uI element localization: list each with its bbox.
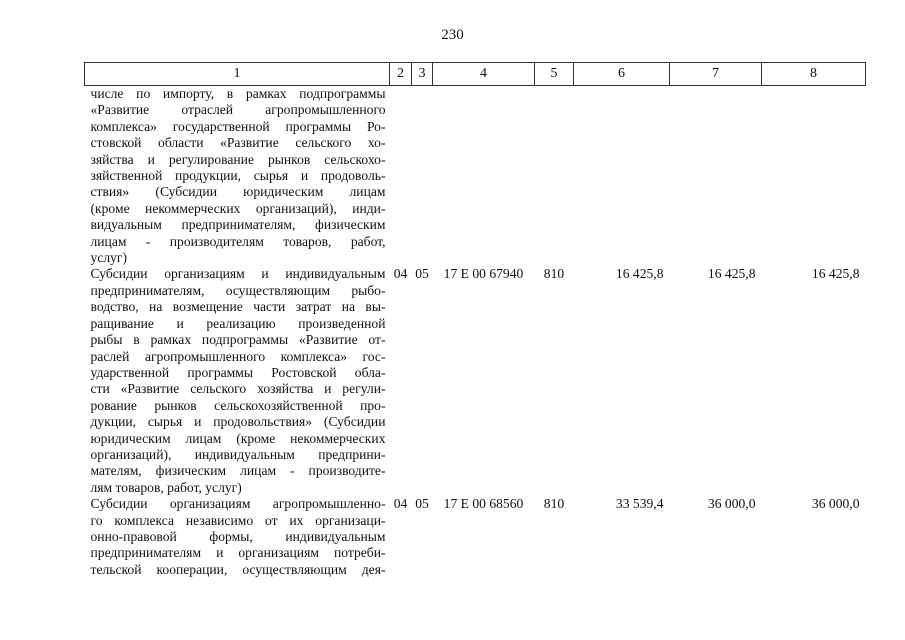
- description-line: дукции, сырья и продовольствия» (Субсидии: [90, 414, 386, 430]
- description-line: услуг): [90, 250, 128, 266]
- subsection-code: [412, 86, 433, 267]
- section-code: [390, 86, 412, 267]
- row-description: [85, 266, 390, 496]
- row-description: [85, 496, 390, 578]
- description-line: го комплекса независимо от их организаци-: [90, 512, 386, 528]
- description-line: видуальным предпринимателям, физическим: [90, 217, 386, 233]
- description-line: стовской области «Развитие сельского хо-: [90, 135, 386, 151]
- amount-year-1: 33 539,4: [615, 496, 664, 512]
- header-col-1: 1: [85, 63, 390, 86]
- description-line: онно-правовой формы, индивидуальным: [90, 528, 386, 544]
- description-line: (кроме некоммерческих организаций), инди-: [90, 200, 386, 216]
- description-line: ударственной программы Ростовской обла-: [90, 364, 386, 380]
- header-col-3: 3: [412, 63, 433, 86]
- description-line: предпринимателям и организациям потреби-: [90, 545, 386, 561]
- header-col-5: 5: [535, 63, 574, 86]
- description-line: зяйственной продукции, сырья и продоволь-: [90, 168, 386, 184]
- amount-year-2: 16 425,8: [707, 266, 756, 282]
- description-line: рыбы в рамках подпрограммы «Развитие от-: [90, 332, 386, 348]
- table-header: [85, 63, 866, 86]
- amount-year-2: [670, 86, 762, 267]
- description-line: лям товаров, работ, услуг): [90, 479, 242, 495]
- table-row: [85, 266, 866, 496]
- header-col-8: 8: [762, 63, 866, 86]
- description-line: лицам - производителям товаров, работ,: [90, 233, 386, 249]
- header-col-7: 7: [670, 63, 762, 86]
- header-col-4: 4: [433, 63, 535, 86]
- table-row: [85, 496, 866, 578]
- description-line: «Развитие отраслей агропромышленного: [90, 102, 386, 118]
- amount-year-3: [762, 86, 866, 267]
- page-number: 230: [441, 27, 464, 43]
- amount-year-2: 36 000,0: [707, 496, 756, 512]
- section-code: 04: [393, 266, 408, 282]
- amount-year-1: [574, 86, 670, 267]
- description-line: водство, на возмещение части затрат на вы-: [90, 299, 386, 315]
- description-line: ствия» (Субсидии юридическим лицам: [90, 184, 386, 200]
- header-col-2: 2: [390, 63, 412, 86]
- table-body: [85, 86, 866, 579]
- description-line: комплекса» государственной программы Ро-: [90, 118, 386, 134]
- section-code: 04: [393, 496, 408, 512]
- description-line: предпринимателям, осуществляющим рыбо-: [90, 282, 386, 298]
- expense-type-code: [535, 86, 574, 267]
- budget-table: [84, 62, 866, 578]
- description-line: ращивание и реализацию произведенной: [90, 315, 386, 331]
- expense-type-code: 810: [543, 496, 565, 512]
- subsection-code: 05: [415, 496, 429, 512]
- description-line: числе по импорту, в рамках подпрограммы: [90, 86, 386, 101]
- description-line: организаций), индивидуальным предприни-: [90, 446, 386, 462]
- expense-type-code: 810: [543, 266, 565, 282]
- description-line: сти «Развитие сельского хозяйства и регули-: [90, 381, 386, 397]
- target-article-code: 17 Е 00 67940: [443, 266, 524, 282]
- amount-year-3: 16 425,8: [811, 266, 860, 282]
- amount-year-3: 36 000,0: [811, 496, 860, 512]
- target-article-code: [433, 86, 535, 267]
- amount-year-1: 16 425,8: [615, 266, 664, 282]
- description-line: зяйства и регулирование рынков сельскохо-: [90, 151, 386, 167]
- header-col-6: 6: [574, 63, 670, 86]
- description-line: рование рынков сельскохозяйственной про-: [90, 397, 386, 413]
- description-line: мателям, физическим лицам - производите-: [90, 463, 386, 479]
- description-line: тельской кооперации, осуществляющим дея-: [90, 561, 386, 577]
- subsection-code: 05: [415, 266, 429, 282]
- header-row: [85, 63, 866, 86]
- description-line: Субсидии организациям агропромышленно-: [90, 496, 386, 512]
- description-line: Субсидии организациям и индивидуальным: [90, 266, 386, 282]
- target-article-code: 17 Е 00 68560: [443, 496, 524, 512]
- table-row: [85, 86, 866, 267]
- description-line: раслей агропромышленного комплекса» гос-: [90, 348, 386, 364]
- row-description: [85, 86, 390, 267]
- description-line: юридическим лицам (кроме некоммерческих: [90, 430, 386, 446]
